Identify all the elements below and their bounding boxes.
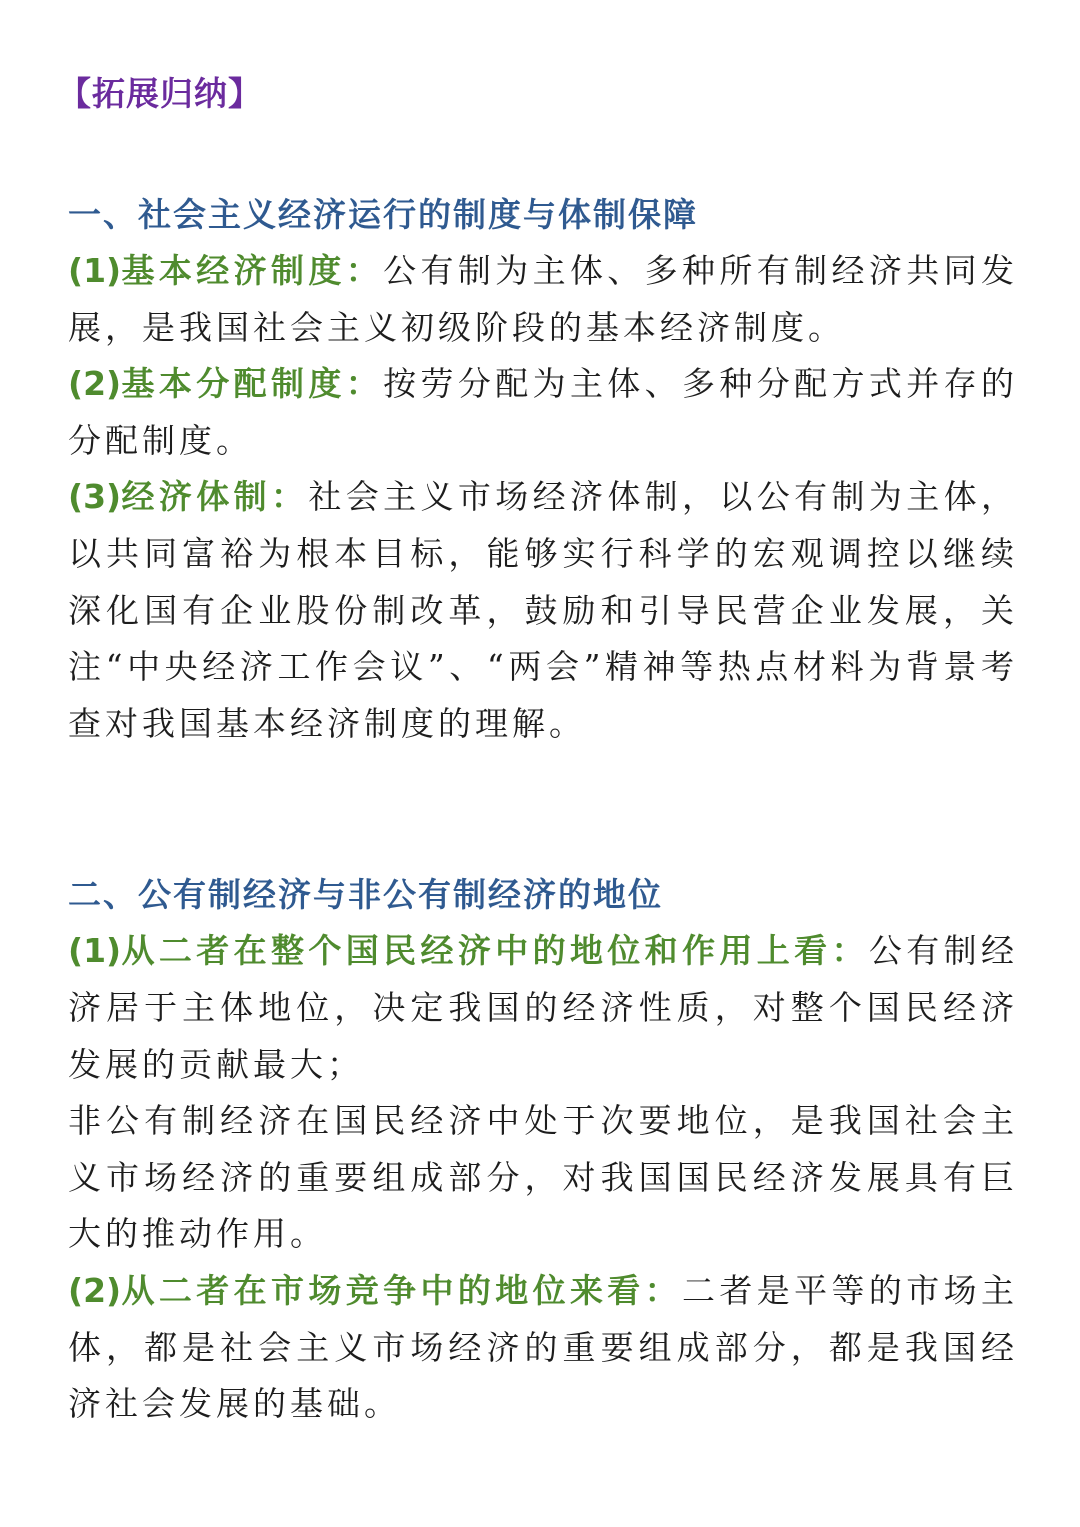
section-1-item-3 bbox=[68, 469, 1018, 752]
item-label: 从二者在整个国民经济中的地位和作用上看： bbox=[121, 931, 869, 971]
section-1-title: 一、社会主义经济运行的制度与体制保障 bbox=[68, 195, 698, 234]
item-number: (3) bbox=[68, 477, 122, 517]
item-label: 基本分配制度： bbox=[121, 364, 384, 404]
item-label: 从二者在市场竞争中的地位来看： bbox=[121, 1270, 683, 1310]
section-spacer bbox=[68, 752, 1018, 866]
section-2-item-2 bbox=[68, 1263, 1018, 1433]
item-number: (2) bbox=[68, 1270, 122, 1310]
item-text: 非公有制经济在国民经济中处于次要地位，是我国社会主义市场经济的重要组成部分，对我国国民经济发展具有巨大的推动作用。 bbox=[68, 1101, 1018, 1254]
section-1 bbox=[68, 186, 1018, 752]
section-1-item-2 bbox=[68, 356, 1018, 469]
item-text: 二者是平等的市场主体，都是社会主义市场经济的重要组成部分，都是我国经济社会发展的基础。 bbox=[68, 1270, 1018, 1424]
section-2-title: 二、公有制经济与非公有制经济的地位 bbox=[68, 875, 663, 915]
item-number: (1) bbox=[68, 251, 122, 290]
page-heading: 【拓展归纳】 bbox=[58, 74, 262, 113]
section-1-item-1 bbox=[68, 243, 1018, 356]
item-number: (2) bbox=[68, 364, 122, 404]
item-label: 基本经济制度： bbox=[121, 251, 384, 290]
item-text: 社会主义市场经济体制，以公有制为主体，以共同富裕为根本目标，能够实行科学的宏观调控以继续深化国有企业股份制改革，鼓励和引导民营企业发展，关注“中央经济工作会议”、“两会”精神等热点材料为背景考查对我国基本经济制度的理解。 bbox=[68, 477, 1019, 743]
section-2-paragraph bbox=[68, 1093, 1018, 1263]
document-page bbox=[58, 66, 1019, 1433]
item-text: 按劳分配为主体、多种分配方式并存的分配制度。 bbox=[68, 364, 1018, 460]
item-number: (1) bbox=[68, 931, 122, 971]
section-2-item-1 bbox=[68, 923, 1018, 1093]
item-text: 公有制经济居于主体地位，决定我国的经济性质，对整个国民经济发展的贡献最大； bbox=[68, 931, 1019, 1084]
section-2 bbox=[68, 866, 1018, 1432]
item-label: 经济体制： bbox=[121, 477, 309, 517]
item-text: 公有制为主体、多种所有制经济共同发展，是我国社会主义初级阶段的基本经济制度。 bbox=[68, 251, 1018, 347]
